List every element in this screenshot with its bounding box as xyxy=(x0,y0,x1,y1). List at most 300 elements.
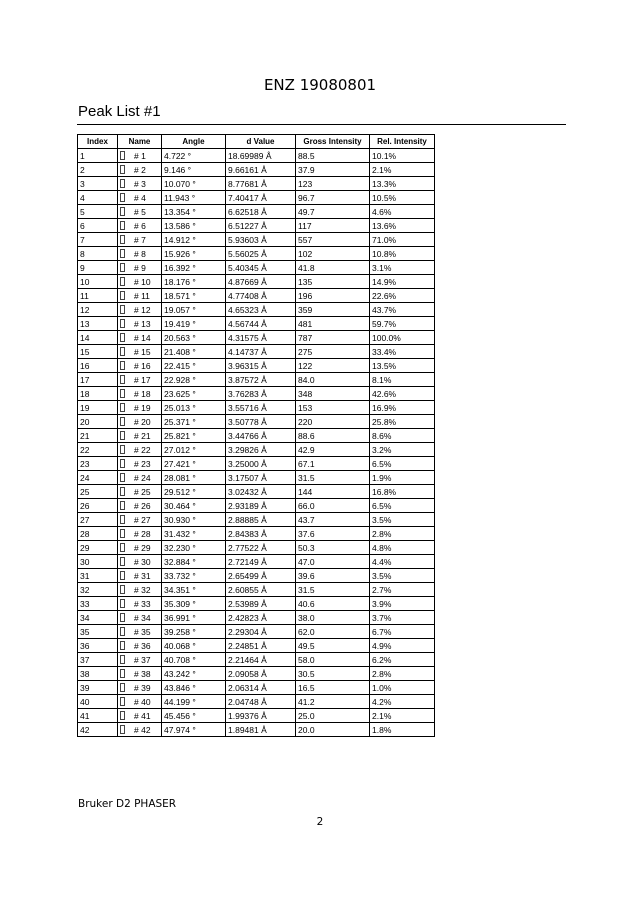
peak-name-label: # 21 xyxy=(134,430,151,441)
cell-d-value: 8.77681 Å xyxy=(226,177,296,191)
cell-name xyxy=(118,527,162,541)
peak-name-label: # 28 xyxy=(134,528,151,539)
cell-angle: 20.563 ° xyxy=(162,331,226,345)
table-row xyxy=(78,583,435,597)
cell-d-value: 2.93189 Å xyxy=(226,499,296,513)
cell-rel-intensity: 4.8% xyxy=(370,541,435,555)
peak-marker-icon xyxy=(120,277,125,286)
cell-gross-intensity: 66.0 xyxy=(296,499,370,513)
peak-marker-icon xyxy=(120,207,125,216)
cell-d-value: 2.24851 Å xyxy=(226,639,296,653)
peak-marker-icon xyxy=(120,263,125,272)
cell-index: 39 xyxy=(78,681,118,695)
cell-d-value: 3.29826 Å xyxy=(226,443,296,457)
cell-angle: 21.408 ° xyxy=(162,345,226,359)
table-row xyxy=(78,289,435,303)
cell-index: 41 xyxy=(78,709,118,723)
cell-angle: 19.057 ° xyxy=(162,303,226,317)
cell-angle: 30.464 ° xyxy=(162,499,226,513)
peak-name-label: # 27 xyxy=(134,514,151,525)
peak-marker-icon xyxy=(120,585,125,594)
peak-marker-icon xyxy=(120,641,125,650)
cell-name xyxy=(118,233,162,247)
peak-name-label: # 31 xyxy=(134,570,151,581)
table-row xyxy=(78,513,435,527)
cell-angle: 43.846 ° xyxy=(162,681,226,695)
cell-gross-intensity: 88.6 xyxy=(296,429,370,443)
peak-marker-icon xyxy=(120,613,125,622)
peak-name-label: # 6 xyxy=(134,220,146,231)
cell-gross-intensity: 42.9 xyxy=(296,443,370,457)
peak-name-label: # 7 xyxy=(134,234,146,245)
cell-gross-intensity: 348 xyxy=(296,387,370,401)
cell-rel-intensity: 16.9% xyxy=(370,401,435,415)
peak-marker-icon xyxy=(120,179,125,188)
cell-rel-intensity: 6.5% xyxy=(370,499,435,513)
cell-gross-intensity: 481 xyxy=(296,317,370,331)
table-row xyxy=(78,415,435,429)
cell-d-value: 2.53989 Å xyxy=(226,597,296,611)
cell-rel-intensity: 4.2% xyxy=(370,695,435,709)
cell-rel-intensity: 59.7% xyxy=(370,317,435,331)
cell-index: 26 xyxy=(78,499,118,513)
cell-index: 16 xyxy=(78,359,118,373)
table-row xyxy=(78,667,435,681)
cell-name xyxy=(118,499,162,513)
cell-name xyxy=(118,219,162,233)
peak-marker-icon xyxy=(120,151,125,160)
cell-d-value: 5.93603 Å xyxy=(226,233,296,247)
cell-angle: 40.708 ° xyxy=(162,653,226,667)
peak-name-label: # 20 xyxy=(134,416,151,427)
cell-angle: 11.943 ° xyxy=(162,191,226,205)
cell-d-value: 2.42823 Å xyxy=(226,611,296,625)
cell-name xyxy=(118,205,162,219)
cell-rel-intensity: 3.5% xyxy=(370,569,435,583)
peak-marker-icon xyxy=(120,361,125,370)
cell-angle: 45.456 ° xyxy=(162,709,226,723)
peak-marker-icon xyxy=(120,389,125,398)
cell-d-value: 2.65499 Å xyxy=(226,569,296,583)
cell-index: 24 xyxy=(78,471,118,485)
cell-angle: 23.625 ° xyxy=(162,387,226,401)
cell-name xyxy=(118,289,162,303)
cell-d-value: 4.56744 Å xyxy=(226,317,296,331)
table-row xyxy=(78,681,435,695)
cell-angle: 18.176 ° xyxy=(162,275,226,289)
footer-instrument: Bruker D2 PHASER xyxy=(78,798,177,810)
peak-marker-icon xyxy=(120,627,125,636)
peak-name-label: # 41 xyxy=(134,710,151,721)
cell-rel-intensity: 1.0% xyxy=(370,681,435,695)
document-title: ENZ 19080801 xyxy=(263,76,377,94)
table-body xyxy=(78,149,435,737)
cell-gross-intensity: 39.6 xyxy=(296,569,370,583)
cell-rel-intensity: 3.9% xyxy=(370,597,435,611)
cell-angle: 32.884 ° xyxy=(162,555,226,569)
cell-rel-intensity: 2.1% xyxy=(370,163,435,177)
table-row xyxy=(78,191,435,205)
table-row xyxy=(78,625,435,639)
peak-name-label: # 22 xyxy=(134,444,151,455)
header-angle: Angle xyxy=(162,135,226,149)
table-row xyxy=(78,303,435,317)
peak-marker-icon xyxy=(120,403,125,412)
cell-angle: 27.421 ° xyxy=(162,457,226,471)
cell-rel-intensity: 10.8% xyxy=(370,247,435,261)
cell-index: 42 xyxy=(78,723,118,737)
peak-name-label: # 19 xyxy=(134,402,151,413)
table-row xyxy=(78,555,435,569)
peak-name-label: # 15 xyxy=(134,346,151,357)
cell-name xyxy=(118,401,162,415)
cell-rel-intensity: 6.2% xyxy=(370,653,435,667)
peak-list-table xyxy=(77,134,435,737)
cell-angle: 34.351 ° xyxy=(162,583,226,597)
cell-d-value: 2.84383 Å xyxy=(226,527,296,541)
peak-name-label: # 35 xyxy=(134,626,151,637)
cell-name xyxy=(118,387,162,401)
cell-angle: 25.821 ° xyxy=(162,429,226,443)
peak-marker-icon xyxy=(120,697,125,706)
cell-name xyxy=(118,191,162,205)
cell-index: 8 xyxy=(78,247,118,261)
cell-d-value: 4.87669 Å xyxy=(226,275,296,289)
cell-index: 5 xyxy=(78,205,118,219)
table-row xyxy=(78,233,435,247)
cell-d-value: 1.89481 Å xyxy=(226,723,296,737)
section-title: Peak List #1 xyxy=(78,103,161,120)
cell-rel-intensity: 8.1% xyxy=(370,373,435,387)
cell-name xyxy=(118,247,162,261)
cell-rel-intensity: 1.9% xyxy=(370,471,435,485)
peak-name-label: # 5 xyxy=(134,206,146,217)
cell-index: 13 xyxy=(78,317,118,331)
table-row xyxy=(78,597,435,611)
cell-index: 3 xyxy=(78,177,118,191)
cell-name xyxy=(118,345,162,359)
cell-d-value: 2.04748 Å xyxy=(226,695,296,709)
cell-gross-intensity: 49.5 xyxy=(296,639,370,653)
peak-marker-icon xyxy=(120,529,125,538)
table-row xyxy=(78,261,435,275)
cell-rel-intensity: 3.7% xyxy=(370,611,435,625)
peak-marker-icon xyxy=(120,669,125,678)
cell-gross-intensity: 20.0 xyxy=(296,723,370,737)
cell-d-value: 2.09058 Å xyxy=(226,667,296,681)
cell-index: 32 xyxy=(78,583,118,597)
table-row xyxy=(78,709,435,723)
cell-rel-intensity: 10.5% xyxy=(370,191,435,205)
peak-name-label: # 13 xyxy=(134,318,151,329)
cell-rel-intensity: 42.6% xyxy=(370,387,435,401)
table-row xyxy=(78,499,435,513)
peak-name-label: # 42 xyxy=(134,724,151,735)
cell-rel-intensity: 3.1% xyxy=(370,261,435,275)
cell-gross-intensity: 220 xyxy=(296,415,370,429)
table-row xyxy=(78,653,435,667)
cell-d-value: 6.51227 Å xyxy=(226,219,296,233)
cell-gross-intensity: 31.5 xyxy=(296,583,370,597)
cell-name xyxy=(118,667,162,681)
cell-name xyxy=(118,471,162,485)
cell-index: 7 xyxy=(78,233,118,247)
peak-marker-icon xyxy=(120,571,125,580)
cell-name xyxy=(118,723,162,737)
cell-angle: 40.068 ° xyxy=(162,639,226,653)
cell-name xyxy=(118,177,162,191)
cell-angle: 25.013 ° xyxy=(162,401,226,415)
cell-rel-intensity: 13.5% xyxy=(370,359,435,373)
cell-gross-intensity: 102 xyxy=(296,247,370,261)
header-d-value: d Value xyxy=(226,135,296,149)
cell-gross-intensity: 41.2 xyxy=(296,695,370,709)
cell-gross-intensity: 96.7 xyxy=(296,191,370,205)
peak-marker-icon xyxy=(120,221,125,230)
peak-name-label: # 18 xyxy=(134,388,151,399)
cell-d-value: 2.29304 Å xyxy=(226,625,296,639)
cell-index: 34 xyxy=(78,611,118,625)
cell-index: 29 xyxy=(78,541,118,555)
peak-name-label: # 37 xyxy=(134,654,151,665)
table-row xyxy=(78,639,435,653)
peak-marker-icon xyxy=(120,431,125,440)
table-row xyxy=(78,205,435,219)
cell-d-value: 18.69989 Å xyxy=(226,149,296,163)
cell-d-value: 3.50778 Å xyxy=(226,415,296,429)
peak-marker-icon xyxy=(120,459,125,468)
cell-d-value: 7.40417 Å xyxy=(226,191,296,205)
table-row xyxy=(78,387,435,401)
table-row xyxy=(78,401,435,415)
cell-angle: 27.012 ° xyxy=(162,443,226,457)
cell-name xyxy=(118,541,162,555)
cell-d-value: 2.77522 Å xyxy=(226,541,296,555)
peak-marker-icon xyxy=(120,445,125,454)
cell-index: 30 xyxy=(78,555,118,569)
cell-angle: 32.230 ° xyxy=(162,541,226,555)
cell-d-value: 3.87572 Å xyxy=(226,373,296,387)
cell-d-value: 4.77408 Å xyxy=(226,289,296,303)
peak-marker-icon xyxy=(120,319,125,328)
peak-name-label: # 25 xyxy=(134,486,151,497)
cell-angle: 25.371 ° xyxy=(162,415,226,429)
cell-angle: 30.930 ° xyxy=(162,513,226,527)
cell-d-value: 9.66161 Å xyxy=(226,163,296,177)
cell-gross-intensity: 557 xyxy=(296,233,370,247)
cell-rel-intensity: 2.7% xyxy=(370,583,435,597)
cell-name xyxy=(118,275,162,289)
cell-d-value: 1.99376 Å xyxy=(226,709,296,723)
peak-name-label: # 36 xyxy=(134,640,151,651)
peak-marker-icon xyxy=(120,473,125,482)
peak-marker-icon xyxy=(120,487,125,496)
cell-angle: 16.392 ° xyxy=(162,261,226,275)
cell-gross-intensity: 196 xyxy=(296,289,370,303)
cell-gross-intensity: 30.5 xyxy=(296,667,370,681)
cell-name xyxy=(118,261,162,275)
table-header-row xyxy=(78,135,435,149)
cell-angle: 19.419 ° xyxy=(162,317,226,331)
cell-angle: 18.571 ° xyxy=(162,289,226,303)
table-row xyxy=(78,149,435,163)
peak-name-label: # 17 xyxy=(134,374,151,385)
cell-d-value: 4.65323 Å xyxy=(226,303,296,317)
page-number: 2 xyxy=(316,816,324,828)
peak-name-label: # 40 xyxy=(134,696,151,707)
cell-gross-intensity: 31.5 xyxy=(296,471,370,485)
cell-index: 19 xyxy=(78,401,118,415)
cell-angle: 31.432 ° xyxy=(162,527,226,541)
table-row xyxy=(78,471,435,485)
peak-name-label: # 12 xyxy=(134,304,151,315)
cell-name xyxy=(118,695,162,709)
peak-name-label: # 30 xyxy=(134,556,151,567)
cell-d-value: 4.31575 Å xyxy=(226,331,296,345)
peak-name-label: # 1 xyxy=(134,150,146,161)
cell-gross-intensity: 43.7 xyxy=(296,513,370,527)
cell-gross-intensity: 67.1 xyxy=(296,457,370,471)
cell-gross-intensity: 359 xyxy=(296,303,370,317)
cell-gross-intensity: 787 xyxy=(296,331,370,345)
peak-name-label: # 3 xyxy=(134,178,146,189)
cell-d-value: 2.72149 Å xyxy=(226,555,296,569)
peak-marker-icon xyxy=(120,655,125,664)
table-row xyxy=(78,569,435,583)
cell-d-value: 3.96315 Å xyxy=(226,359,296,373)
cell-name xyxy=(118,429,162,443)
cell-index: 10 xyxy=(78,275,118,289)
peak-marker-icon xyxy=(120,375,125,384)
peak-marker-icon xyxy=(120,165,125,174)
cell-gross-intensity: 38.0 xyxy=(296,611,370,625)
cell-rel-intensity: 6.7% xyxy=(370,625,435,639)
peak-marker-icon xyxy=(120,501,125,510)
table-row xyxy=(78,611,435,625)
cell-name xyxy=(118,597,162,611)
cell-angle: 4.722 ° xyxy=(162,149,226,163)
header-name: Name xyxy=(118,135,162,149)
cell-d-value: 2.60855 Å xyxy=(226,583,296,597)
peak-name-label: # 26 xyxy=(134,500,151,511)
cell-index: 15 xyxy=(78,345,118,359)
cell-gross-intensity: 16.5 xyxy=(296,681,370,695)
cell-name xyxy=(118,303,162,317)
cell-rel-intensity: 71.0% xyxy=(370,233,435,247)
table-row xyxy=(78,317,435,331)
cell-index: 12 xyxy=(78,303,118,317)
cell-index: 20 xyxy=(78,415,118,429)
cell-gross-intensity: 122 xyxy=(296,359,370,373)
cell-name xyxy=(118,415,162,429)
cell-gross-intensity: 135 xyxy=(296,275,370,289)
table-row xyxy=(78,219,435,233)
cell-name xyxy=(118,555,162,569)
peak-marker-icon xyxy=(120,193,125,202)
cell-angle: 10.070 ° xyxy=(162,177,226,191)
cell-d-value: 3.55716 Å xyxy=(226,401,296,415)
peak-marker-icon xyxy=(120,291,125,300)
cell-index: 28 xyxy=(78,527,118,541)
cell-rel-intensity: 3.5% xyxy=(370,513,435,527)
cell-name xyxy=(118,569,162,583)
cell-name xyxy=(118,709,162,723)
peak-name-label: # 11 xyxy=(134,290,150,301)
peak-name-label: # 4 xyxy=(134,192,146,203)
cell-index: 6 xyxy=(78,219,118,233)
cell-index: 27 xyxy=(78,513,118,527)
peak-name-label: # 33 xyxy=(134,598,151,609)
cell-gross-intensity: 62.0 xyxy=(296,625,370,639)
cell-d-value: 5.56025 Å xyxy=(226,247,296,261)
table-row xyxy=(78,373,435,387)
cell-index: 18 xyxy=(78,387,118,401)
cell-gross-intensity: 41.8 xyxy=(296,261,370,275)
cell-gross-intensity: 58.0 xyxy=(296,653,370,667)
cell-name xyxy=(118,443,162,457)
cell-index: 22 xyxy=(78,443,118,457)
cell-angle: 13.586 ° xyxy=(162,219,226,233)
peak-marker-icon xyxy=(120,683,125,692)
cell-index: 35 xyxy=(78,625,118,639)
cell-name xyxy=(118,513,162,527)
cell-index: 23 xyxy=(78,457,118,471)
cell-angle: 22.928 ° xyxy=(162,373,226,387)
cell-d-value: 3.76283 Å xyxy=(226,387,296,401)
table-row xyxy=(78,443,435,457)
cell-d-value: 3.17507 Å xyxy=(226,471,296,485)
peak-name-label: # 2 xyxy=(134,164,146,175)
cell-index: 25 xyxy=(78,485,118,499)
cell-index: 33 xyxy=(78,597,118,611)
cell-rel-intensity: 43.7% xyxy=(370,303,435,317)
cell-gross-intensity: 49.7 xyxy=(296,205,370,219)
cell-rel-intensity: 25.8% xyxy=(370,415,435,429)
cell-rel-intensity: 1.8% xyxy=(370,723,435,737)
cell-d-value: 6.62518 Å xyxy=(226,205,296,219)
cell-rel-intensity: 3.2% xyxy=(370,443,435,457)
peak-name-label: # 8 xyxy=(134,248,146,259)
cell-name xyxy=(118,681,162,695)
table-row xyxy=(78,457,435,471)
cell-rel-intensity: 22.6% xyxy=(370,289,435,303)
cell-rel-intensity: 33.4% xyxy=(370,345,435,359)
cell-gross-intensity: 37.9 xyxy=(296,163,370,177)
cell-name xyxy=(118,163,162,177)
cell-gross-intensity: 47.0 xyxy=(296,555,370,569)
cell-angle: 29.512 ° xyxy=(162,485,226,499)
cell-name xyxy=(118,611,162,625)
cell-index: 9 xyxy=(78,261,118,275)
peak-marker-icon xyxy=(120,305,125,314)
cell-angle: 39.258 ° xyxy=(162,625,226,639)
cell-angle: 14.912 ° xyxy=(162,233,226,247)
cell-rel-intensity: 14.9% xyxy=(370,275,435,289)
cell-gross-intensity: 275 xyxy=(296,345,370,359)
table-row xyxy=(78,247,435,261)
cell-name xyxy=(118,639,162,653)
cell-angle: 13.354 ° xyxy=(162,205,226,219)
peak-marker-icon xyxy=(120,599,125,608)
peak-name-label: # 29 xyxy=(134,542,151,553)
cell-gross-intensity: 37.6 xyxy=(296,527,370,541)
peak-marker-icon xyxy=(120,417,125,426)
peak-marker-icon xyxy=(120,347,125,356)
cell-index: 21 xyxy=(78,429,118,443)
peak-marker-icon xyxy=(120,543,125,552)
cell-d-value: 2.88885 Å xyxy=(226,513,296,527)
cell-index: 36 xyxy=(78,639,118,653)
